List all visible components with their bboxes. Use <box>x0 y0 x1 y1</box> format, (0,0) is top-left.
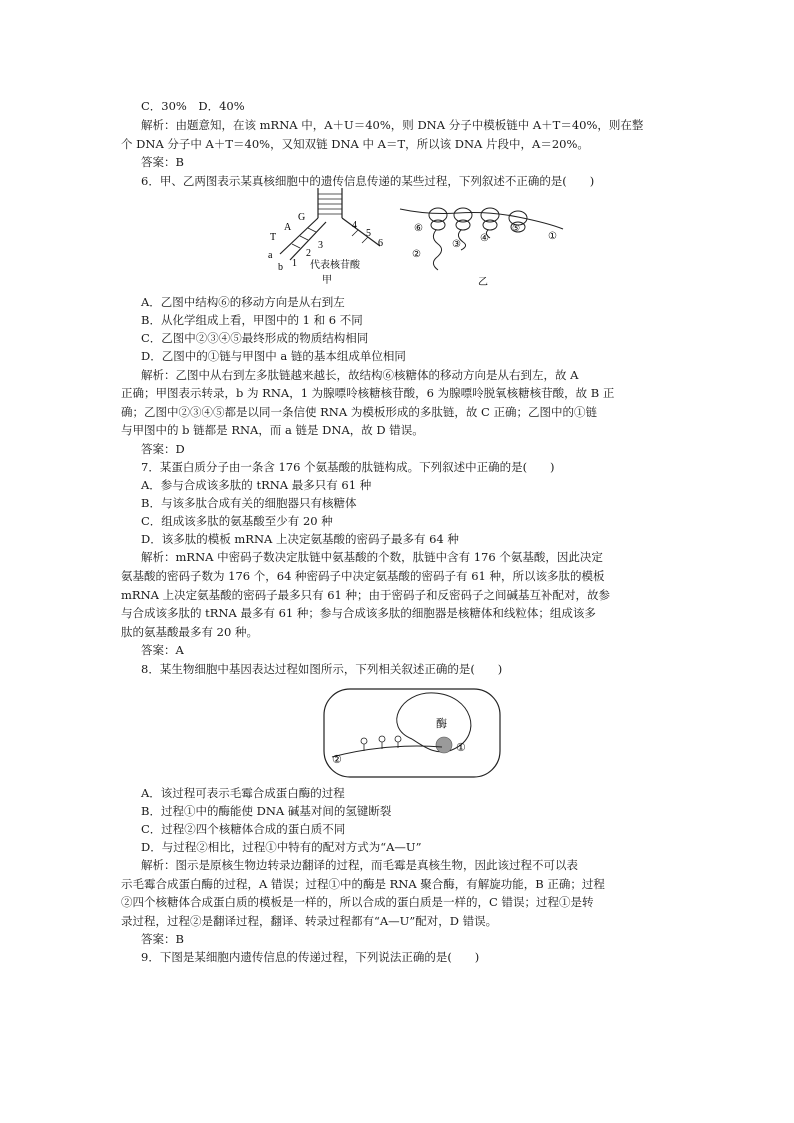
figure-cell <box>322 687 504 781</box>
option-b: B．与该多肽合成有关的细胞器只有核糖体 <box>141 496 357 510</box>
option-c: C．组成该多肽的氨基酸至少有 20 种 <box>141 514 333 528</box>
option-a: A．乙图中结构⑥的移动方向是从右到左 <box>141 295 345 309</box>
figure-yi-title: 乙 <box>478 277 488 287</box>
number-label: 3 <box>318 240 323 251</box>
question-7-stem: 7．某蛋白质分子由一条含 176 个氨基酸的肽链构成。下列叙述中正确的是( ) <box>141 460 555 474</box>
strand-label-b: b <box>278 262 283 273</box>
gene-expression-diagram <box>322 687 504 781</box>
answer-line: 答案：D <box>141 442 185 456</box>
explanation-line: 个 DNA 分子中 A＋T＝40%，又知双链 DNA 中 A＝T，所以该 DNA 片段中，A＝20%。 <box>121 137 589 151</box>
answer-line: 答案：B <box>141 155 184 169</box>
explanation-line: 正确；甲图表示转录，b 为 RNA，1 为腺嘌呤核糖核苷酸，6 为腺嘌呤脱氧核糖核苷酸，故 B 正 <box>121 386 615 400</box>
figure-jia-title: 甲 <box>322 275 332 284</box>
enzyme-label: 酶 <box>436 718 447 730</box>
number-label: 4 <box>352 220 357 231</box>
explanation-line: 确；乙图中②③④⑤都是以同一条信使 RNA 为模板形成的多肽链，故 C 正确；乙图中的①链 <box>121 405 597 419</box>
explanation-line: 解析：乙图中从右到左多肽链越来越长，故结构⑥核糖体的移动方向是从右到左，故 A <box>141 368 579 382</box>
process-2-label: ② <box>332 754 342 766</box>
option-a: A．该过程可表示毛霉合成蛋白酶的过程 <box>141 786 345 800</box>
label-1: ① <box>548 231 557 242</box>
question-6-stem: 6．甲、乙两图表示某真核细胞中的遗传信息传递的某些过程，下列叙述不正确的是( ) <box>141 174 595 188</box>
explanation-line: 解析：图示是原核生物边转录边翻译的过程，而毛霉是真核生物，因此该过程不可以表 <box>141 858 578 872</box>
explanation-line: 示毛霉合成蛋白酶的过程，A 错误；过程①中的酶是 RNA 聚合酶，有解旋功能，B 正确；过程 <box>121 877 605 891</box>
base-label-T: T <box>270 232 277 243</box>
explanation-line: 解析：mRNA 中密码子数决定肽链中氨基酸的个数，肽链中含有 176 个氨基酸，因此决定 <box>141 550 603 564</box>
option-c: C．乙图中②③④⑤最终形成的物质结构相同 <box>141 331 369 345</box>
number-label: 1 <box>292 258 297 269</box>
transcription-diagram <box>262 188 402 284</box>
label-6: ⑥ <box>414 223 423 234</box>
option-b: B．从化学组成上看，甲图中的 1 和 6 不同 <box>141 313 363 327</box>
label-5: ⑤ <box>512 223 521 233</box>
option-d: D．与过程②相比，过程①中特有的配对方式为“A—U” <box>141 840 422 854</box>
explanation-line: 与甲图中的 b 链都是 RNA，而 a 链是 DNA，故 D 错误。 <box>121 423 424 437</box>
translation-diagram <box>398 203 568 287</box>
explanation-line: 与合成该多肽的 tRNA 最多有 61 种；参与合成该多肽的细胞器是核糖体和线粒体；组成该多 <box>121 606 596 620</box>
option-a: A．参与合成该多肽的 tRNA 最多只有 61 种 <box>141 478 372 492</box>
answer-line: 答案：B <box>141 932 184 946</box>
base-label-A: A <box>284 222 292 233</box>
number-label: 2 <box>306 248 311 259</box>
figure-jia <box>262 188 402 284</box>
label-3: ③ <box>452 239 461 250</box>
explanation-line: mRNA 上决定氨基酸的密码子最多只有 61 种；由于密码子和反密码子之间碱基互补配对，故参 <box>121 588 611 602</box>
base-label-G: G <box>298 212 306 223</box>
process-1-label: ① <box>456 742 466 754</box>
explanation-line: 解析：由题意知，在该 mRNA 中，A＋U＝40%，则 DNA 分子中模板链中 A＋T＝40%，则在整 <box>141 118 644 132</box>
option-cd-line: C．30% D．40% <box>141 99 245 113</box>
question-8-stem: 8．某生物细胞中基因表达过程如图所示，下列相关叙述正确的是( ) <box>141 662 503 676</box>
figure-yi <box>398 203 568 287</box>
option-c: C．过程②四个核糖体合成的蛋白质不同 <box>141 822 346 836</box>
explanation-line: 录过程，过程②是翻译过程，翻译、转录过程都有“A—U”配对，D 错误。 <box>121 914 498 928</box>
option-d: D．乙图中的①链与甲图中 a 链的基本组成单位相同 <box>141 349 406 363</box>
question-9-stem: 9．下图是某细胞内遗传信息的传递过程，下列说法正确的是( ) <box>141 950 480 964</box>
number-label: 5 <box>366 228 371 239</box>
explanation-line: ②四个核糖体合成蛋白质的模板是一样的，所以合成的蛋白质是一样的，C 错误；过程①是转 <box>121 895 594 909</box>
label-4: ④ <box>480 233 489 244</box>
strand-label-a: a <box>268 250 273 261</box>
explanation-line: 肽的氨基酸最多有 20 种。 <box>121 625 258 639</box>
option-d: D．该多肽的模板 mRNA 上决定氨基酸的密码子最多有 64 种 <box>141 532 459 546</box>
option-b: B．过程①中的酶能使 DNA 碱基对间的氢键断裂 <box>141 804 392 818</box>
number-label: 6 <box>378 238 383 249</box>
answer-line: 答案：A <box>141 643 184 657</box>
nucleotide-caption: 代表核苷酸 <box>310 260 360 271</box>
label-2: ② <box>412 249 421 260</box>
explanation-line: 氨基酸的密码子数为 176 个，64 种密码子中决定氨基酸的密码子有 61 种，所以该多肽的模板 <box>121 569 605 583</box>
